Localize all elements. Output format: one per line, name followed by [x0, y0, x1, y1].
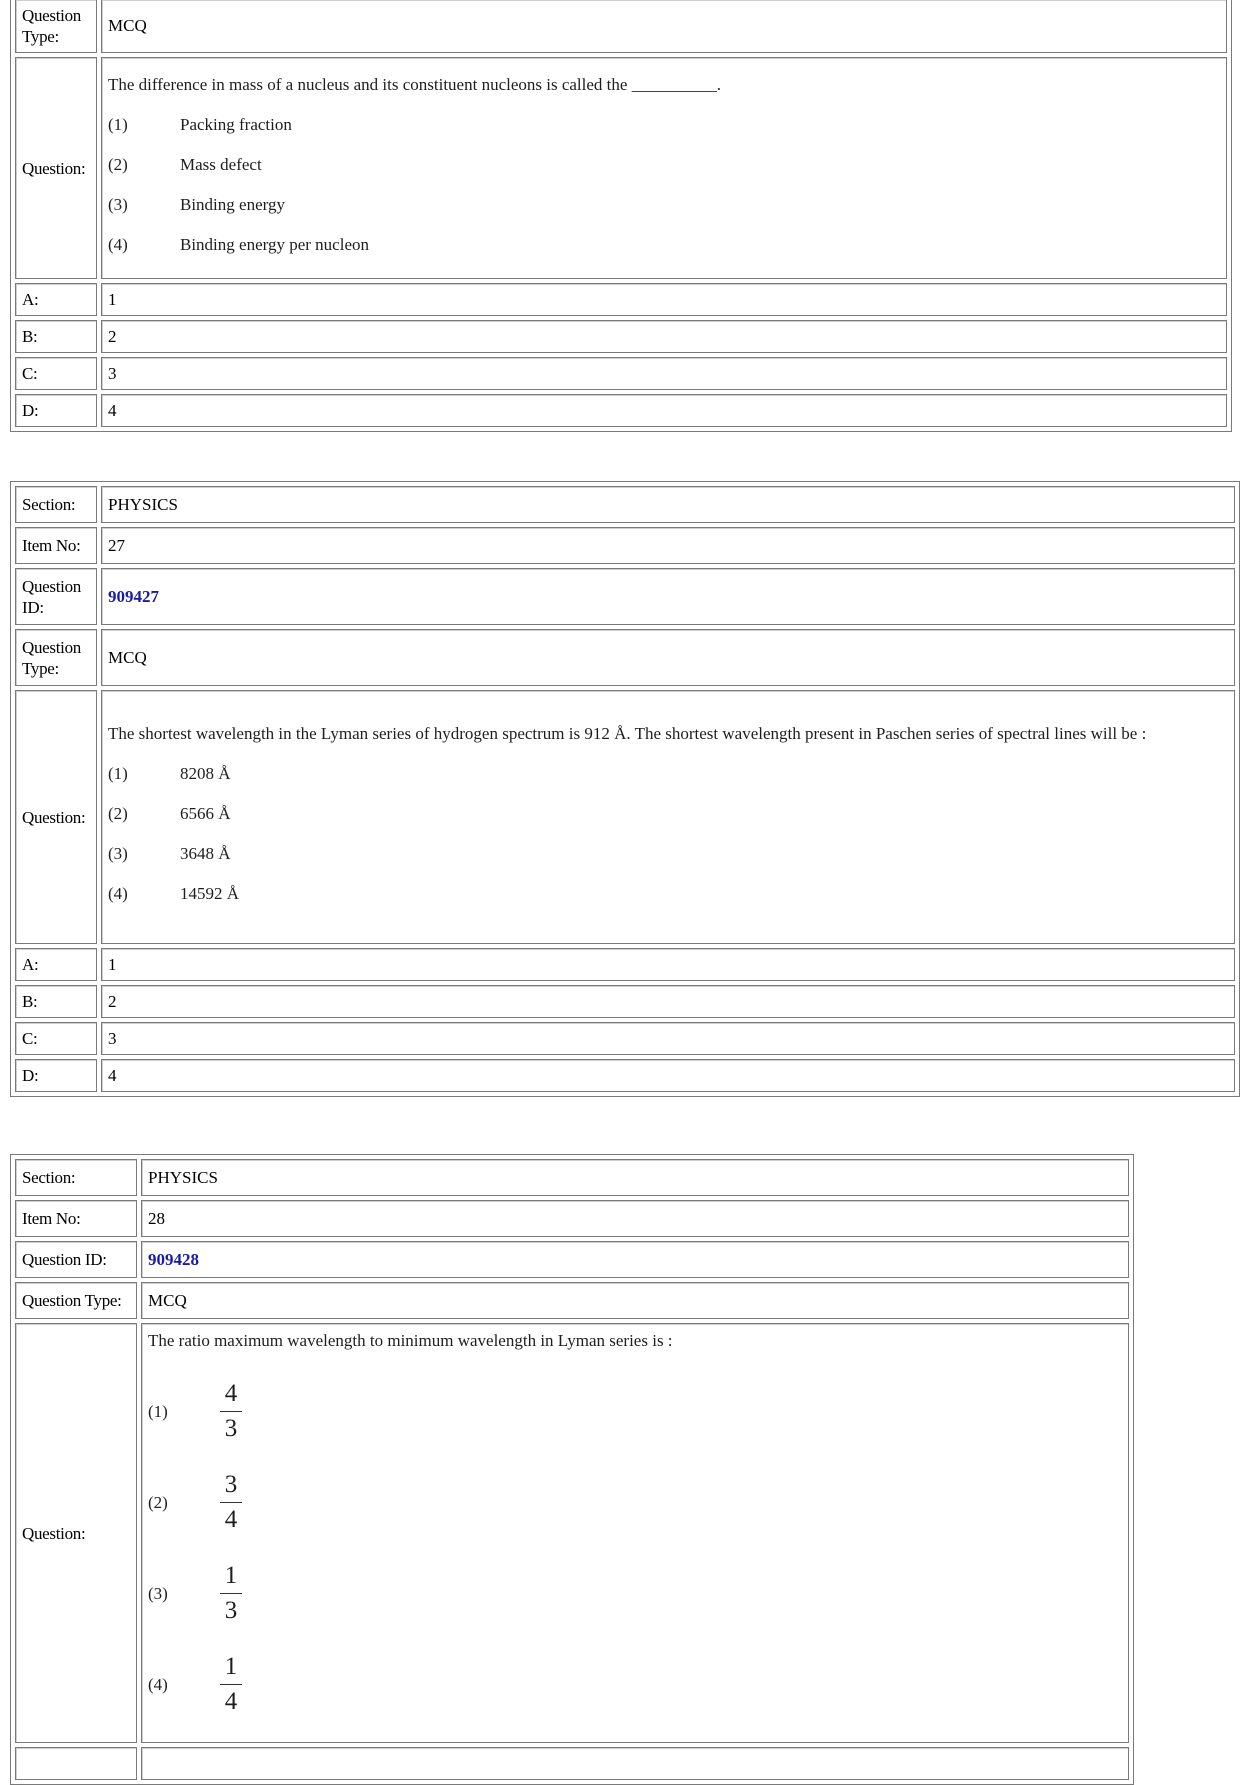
answer-value-c: 3	[101, 1022, 1235, 1055]
fraction-bar	[220, 1411, 242, 1413]
question-id-label: Question ID:	[15, 1241, 137, 1278]
option-number: (1)	[108, 764, 128, 783]
option-4	[108, 228, 1220, 262]
question-type-label: Question Type:	[15, 1282, 137, 1319]
question-type-row	[15, 1282, 1129, 1319]
answer-value-a: 1	[101, 948, 1235, 981]
option-3	[108, 188, 1220, 222]
question-stem: The ratio maximum wavelength to minimum wavelength in Lyman series is :	[148, 1331, 673, 1350]
question-type-row	[15, 0, 1227, 53]
question-type-row	[15, 629, 1235, 686]
section-label: Section:	[15, 1159, 137, 1196]
option-4	[148, 1639, 1122, 1730]
fraction-bar	[220, 1593, 242, 1595]
question-row	[15, 1323, 1129, 1743]
question-table-2	[10, 481, 1240, 1097]
option-text: 6566 Å	[180, 804, 231, 823]
answer-value-d: 4	[101, 394, 1227, 427]
answer-label-d: D:	[15, 394, 97, 427]
fraction	[220, 1561, 242, 1627]
option-number: (2)	[108, 804, 128, 823]
question-type-label: Question Type:	[15, 629, 97, 686]
question-content	[101, 690, 1235, 944]
option-3	[108, 837, 1228, 871]
option-number: (2)	[108, 155, 128, 174]
question-content	[101, 57, 1227, 279]
option-number: (4)	[108, 235, 128, 254]
option-number: (1)	[108, 115, 128, 134]
numerator: 4	[224, 1379, 238, 1407]
option-2	[108, 797, 1228, 831]
option-text: Binding energy per nucleon	[180, 235, 370, 254]
answer-label-a	[15, 1747, 137, 1780]
answer-label-c: C:	[15, 1022, 97, 1055]
question-id-row	[15, 568, 1235, 625]
item-no-row	[15, 1200, 1129, 1237]
answer-value-b: 2	[101, 985, 1235, 1018]
question-stem: The shortest wavelength in the Lyman series of hydrogen spectrum is 912 Å. The shortest wavelength present in Paschen series of spectral lines will be :	[108, 724, 1147, 743]
item-no-label: Item No:	[15, 527, 97, 564]
answer-row-b	[15, 320, 1227, 353]
denominator: 4	[224, 1506, 238, 1534]
option-1	[148, 1366, 1122, 1457]
answer-label-d: D:	[15, 1059, 97, 1092]
question-type-value: MCQ	[141, 1282, 1129, 1319]
numerator: 1	[224, 1561, 238, 1589]
option-text: Packing fraction	[180, 115, 292, 134]
question-table-1	[10, 0, 1232, 432]
answer-row-d	[15, 1059, 1235, 1092]
answer-row-a	[15, 1747, 1129, 1780]
option-3	[148, 1548, 1122, 1639]
question-stem: The difference in mass of a nucleus and its constituent nucleons is called the __________.	[108, 75, 721, 94]
answer-label-c: C:	[15, 357, 97, 390]
answer-row-b	[15, 985, 1235, 1018]
question-id-label: Question ID:	[15, 568, 97, 625]
question-type-value: MCQ	[101, 629, 1235, 686]
answer-row-a	[15, 948, 1235, 981]
option-text: 3648 Å	[180, 844, 231, 863]
option-number: (3)	[148, 1583, 168, 1603]
question-table-3	[10, 1154, 1134, 1785]
option-text: Mass defect	[180, 155, 262, 174]
answer-value-a	[141, 1747, 1129, 1780]
option-1	[108, 108, 1220, 142]
question-id-row	[15, 1241, 1129, 1278]
question-type-label: Question Type:	[15, 0, 97, 53]
section-value: PHYSICS	[141, 1159, 1129, 1196]
question-row	[15, 690, 1235, 944]
question-label: Question:	[15, 57, 97, 279]
denominator: 4	[224, 1688, 238, 1716]
fraction-bar	[220, 1502, 242, 1504]
question-id-value: 909427	[101, 568, 1235, 625]
answer-row-c	[15, 357, 1227, 390]
item-no-row	[15, 527, 1235, 564]
question-row	[15, 57, 1227, 279]
fraction	[220, 1470, 242, 1536]
option-number: (3)	[108, 195, 128, 214]
denominator: 3	[224, 1415, 238, 1443]
question-label: Question:	[15, 690, 97, 944]
option-number: (4)	[148, 1674, 168, 1694]
numerator: 3	[224, 1470, 238, 1498]
option-2	[148, 1457, 1122, 1548]
option-number: (1)	[148, 1401, 168, 1421]
option-number: (2)	[148, 1492, 168, 1512]
fraction	[220, 1652, 242, 1718]
fraction-bar	[220, 1684, 242, 1686]
answer-row-d	[15, 394, 1227, 427]
fraction	[220, 1379, 242, 1445]
section-label: Section:	[15, 486, 97, 523]
option-2	[108, 148, 1220, 182]
numerator: 1	[224, 1652, 238, 1680]
answer-value-a: 1	[101, 283, 1227, 316]
answer-value-c: 3	[101, 357, 1227, 390]
option-text: Binding energy	[180, 195, 285, 214]
question-label: Question:	[15, 1323, 137, 1743]
question-id-value: 909428	[141, 1241, 1129, 1278]
question-type-value: MCQ	[101, 0, 1227, 53]
answer-value-d: 4	[101, 1059, 1235, 1092]
option-1	[108, 757, 1228, 791]
option-text: 8208 Å	[180, 764, 231, 783]
section-row	[15, 1159, 1129, 1196]
question-content	[141, 1323, 1129, 1743]
option-number: (3)	[108, 844, 128, 863]
answer-label-a: A:	[15, 948, 97, 981]
answer-value-b: 2	[101, 320, 1227, 353]
denominator: 3	[224, 1597, 238, 1625]
option-number: (4)	[108, 884, 128, 903]
answer-label-b: B:	[15, 985, 97, 1018]
item-no-value: 27	[101, 527, 1235, 564]
item-no-label: Item No:	[15, 1200, 137, 1237]
answer-row-c	[15, 1022, 1235, 1055]
section-value: PHYSICS	[101, 486, 1235, 523]
option-4	[108, 877, 1228, 911]
item-no-value: 28	[141, 1200, 1129, 1237]
answer-label-b: B:	[15, 320, 97, 353]
answer-row-a	[15, 283, 1227, 316]
answer-label-a: A:	[15, 283, 97, 316]
section-row	[15, 486, 1235, 523]
option-text: 14592 Å	[180, 884, 240, 903]
